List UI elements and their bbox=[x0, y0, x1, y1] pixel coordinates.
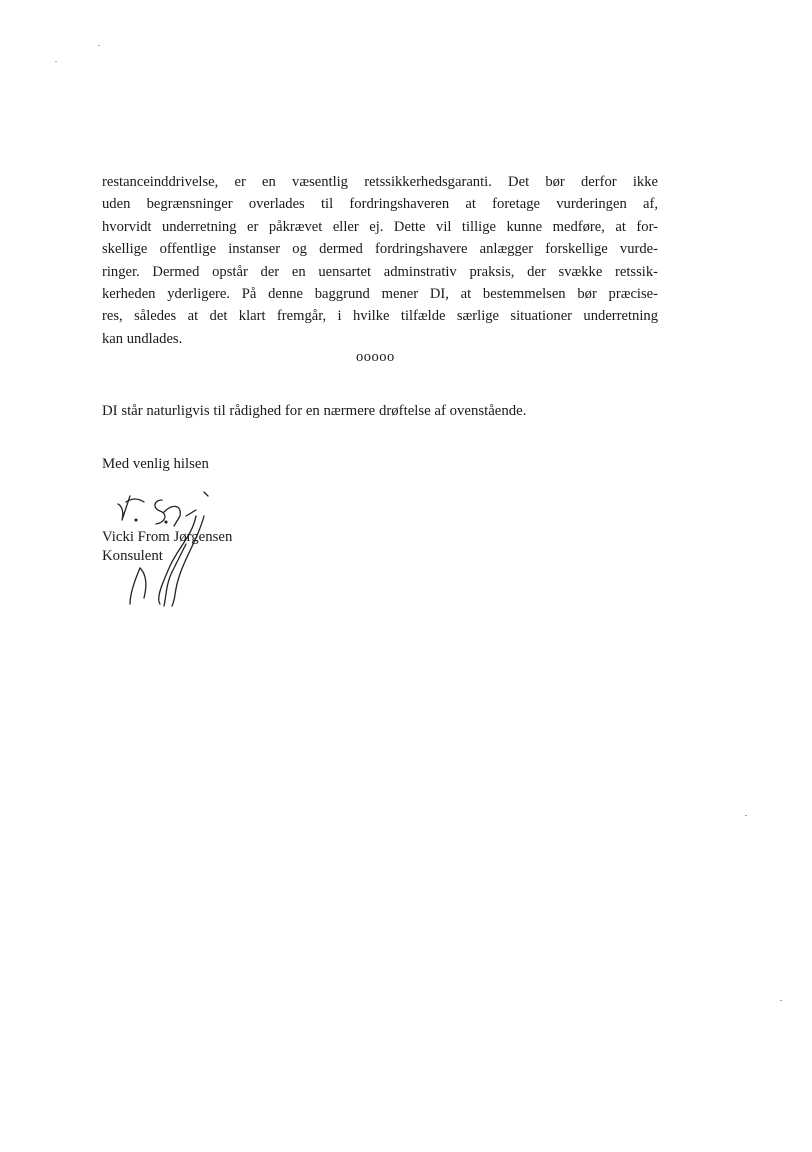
paragraph-line: uden begrænsninger overlades til fordringshaveren at foretage vurderingen af, bbox=[102, 196, 658, 213]
paragraph-line: skellige offentlige instanser og dermed fordringshavere anlægger forskellige vurde- bbox=[102, 241, 658, 258]
paragraph-line: kan undlades. bbox=[102, 330, 183, 347]
paragraph-line: hvorvidt underretning er påkrævet eller ej. Dette vil tillige kunne medføre, at for- bbox=[102, 218, 658, 235]
scan-speck bbox=[55, 61, 57, 62]
body-paragraph bbox=[102, 171, 658, 350]
scan-speck bbox=[98, 45, 100, 46]
signatory-name: Vicki From Jørgensen bbox=[102, 529, 233, 545]
handwritten-signature bbox=[100, 486, 233, 618]
closing-sentence: DI står naturligvis til rådighed for en nærmere drøftelse af ovenstående. bbox=[102, 403, 527, 419]
scan-speck bbox=[745, 815, 747, 816]
paragraph-line: kerheden yderligere. På denne baggrund mener DI, at bestemmelsen bør præcise- bbox=[102, 286, 658, 303]
section-separator: ooooo bbox=[356, 349, 395, 365]
scan-speck bbox=[780, 1000, 782, 1001]
paragraph-line: restanceinddrivelse, er en væsentlig retssikkerhedsgaranti. Det bør derfor ikke bbox=[102, 174, 658, 190]
greeting: Med venlig hilsen bbox=[102, 456, 209, 472]
paragraph-line: res, således at det klart fremgår, i hvilke tilfælde særlige situationer underretning bbox=[102, 308, 658, 325]
paragraph-line: ringer. Dermed opstår der en uensartet adminstrativ praksis, der svække retssik- bbox=[102, 263, 658, 280]
signatory-title: Konsulent bbox=[102, 548, 163, 564]
